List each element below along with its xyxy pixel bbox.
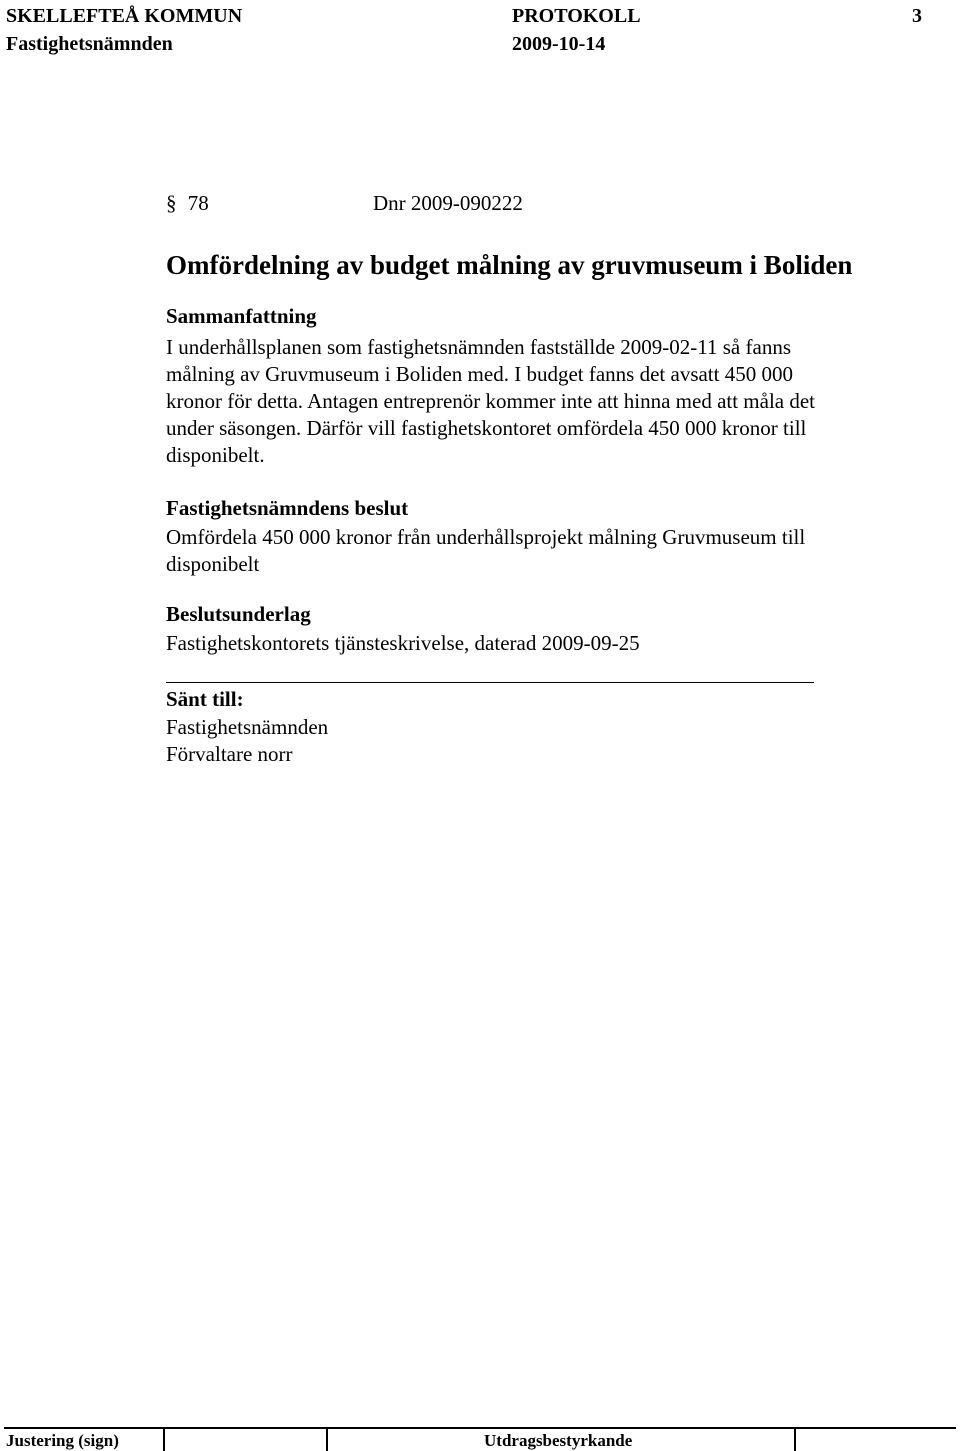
footer-divider xyxy=(794,1427,796,1451)
recipient-list xyxy=(166,714,328,768)
section-symbol: § xyxy=(166,191,177,215)
recipient: Förvaltare norr xyxy=(166,742,293,766)
basis-text: Fastighetskontorets tjänsteskrivelse, daterad 2009-09-25 xyxy=(166,631,640,655)
item-title: Omfördelning av budget målning av gruvmuseum i Boliden xyxy=(166,250,853,280)
decision-line: Omfördela 450 000 kronor från underhållsprojekt målning Gruvmuseum till xyxy=(166,525,806,549)
footer-divider xyxy=(163,1427,165,1451)
summary-heading: Sammanfattning xyxy=(166,304,317,328)
decision-heading: Fastighetsnämndens beslut xyxy=(166,496,409,520)
summary-line: I underhållsplanen som fastighetsnämnden fastställde 2009-02-11 så fanns xyxy=(166,335,791,359)
summary-line: målning av Gruvmuseum i Boliden med. I budget fanns det avsatt 450 000 xyxy=(166,362,793,386)
diary-number: Dnr 2009-090222 xyxy=(373,191,523,215)
summary-text xyxy=(166,334,815,469)
justering-label: Justering (sign) xyxy=(6,1431,119,1450)
basis-heading: Beslutsunderlag xyxy=(166,602,311,626)
paragraph-number: 78 xyxy=(187,191,209,215)
decision-text xyxy=(166,524,805,578)
separator-line xyxy=(166,682,814,683)
footer-rule xyxy=(4,1427,956,1429)
department-name: Fastighetsnämnden xyxy=(6,33,173,55)
meeting-date: 2009-10-14 xyxy=(512,33,606,55)
utdragsbestyrkande-label: Utdragsbestyrkande xyxy=(484,1431,633,1450)
summary-line: kronor för detta. Antagen entreprenör kommer inte att hinna med att måla det xyxy=(166,389,816,413)
paragraph-marker xyxy=(166,190,209,217)
summary-line: disponibelt. xyxy=(166,443,265,467)
decision-line: disponibelt xyxy=(166,552,260,576)
sent-to-heading: Sänt till: xyxy=(166,687,244,711)
footer-divider xyxy=(326,1427,328,1451)
page-number: 3 xyxy=(912,5,922,27)
organization-name: SKELLEFTEÅ KOMMUN xyxy=(6,5,243,27)
recipient: Fastighetsnämnden xyxy=(166,715,329,739)
summary-line: under säsongen. Därför vill fastighetskontoret omfördela 450 000 kronor till xyxy=(166,416,807,440)
document-type: PROTOKOLL xyxy=(512,5,641,27)
